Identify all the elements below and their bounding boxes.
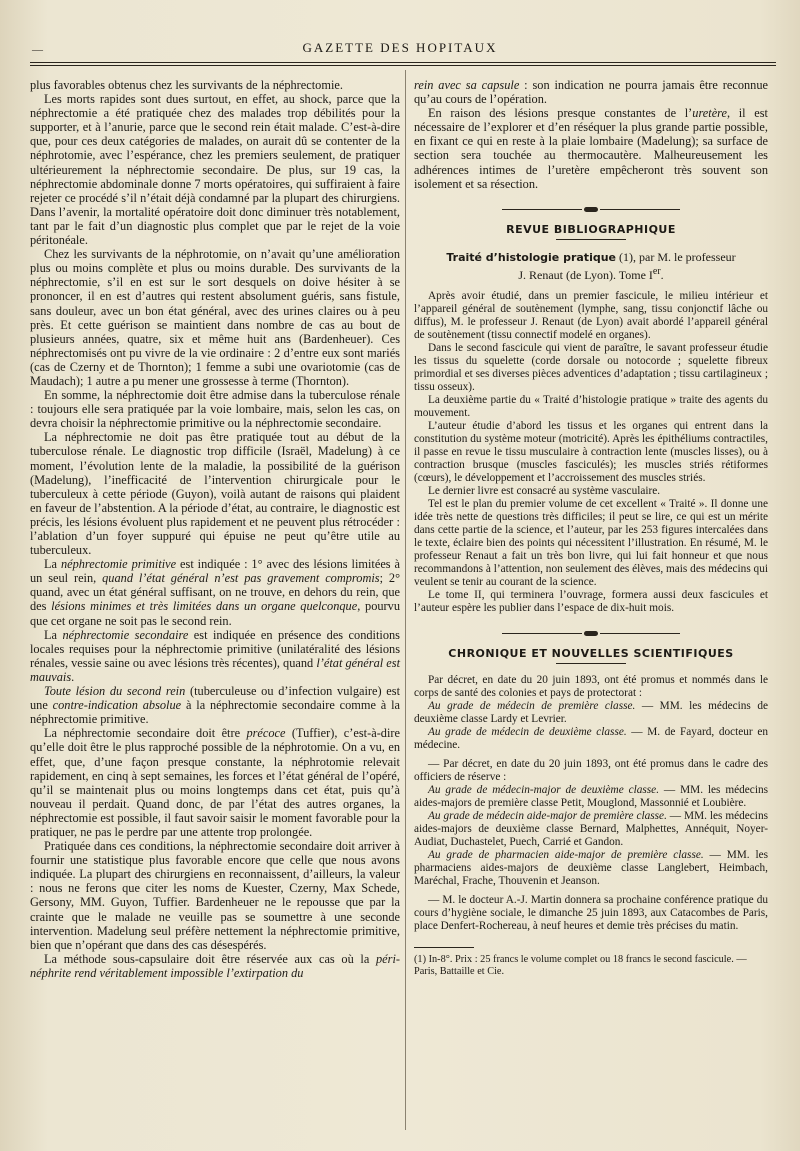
paragraph: En somme, la néphrectomie doit être admise dans la tuberculose rénale : toujours elle sera pratiquée par la voie lombaire, mais, selon les cas, on devra choisir la néphrectomie primitive ou la néphrectomie secondaire. — [30, 388, 400, 431]
section-title-chronique: CHRONIQUE ET NOUVELLES SCIENTIFIQUES — [448, 647, 734, 661]
book-title: Traité d’histologie pratique — [446, 250, 617, 264]
review-body — [414, 290, 768, 615]
footnote: (1) In-8°. Prix : 25 francs le volume complet ou 18 francs le second fascicule. — Paris, Battaille et Cie. — [414, 954, 747, 978]
footnote-rule — [414, 947, 474, 948]
paragraph: rein avec sa capsule : son indication ne pourra jamais être reconnue qu’au cours de l’opération. — [414, 78, 768, 107]
chronicle-body — [414, 674, 768, 933]
paragraph: Au grade de médecin de première classe. — MM. les médecins de deuxième classe Lardy et Levrier. — [414, 700, 768, 726]
paragraph: Au grade de médecin-major de deuxième classe. — MM. les médecins aides-majors de première classe Petit, Mouglond, Massonnié et Loubière. — [414, 784, 768, 810]
paragraph: La néphrectomie secondaire est indiquée en présence des conditions locales requises pour la néphrectomie primitive (unilatéralité des lésions rénales, vessie saine ou avec lésions très récentes), quand l’état général est mauvais. — [30, 627, 400, 684]
section-title-revue: REVUE BIBLIOGRAPHIQUE — [506, 222, 676, 236]
paragraph: Au grade de pharmacien aide-major de première classe. — MM. les pharmaciens aides-majors de deuxième classe Langlebert, Heimbach, Maréchal, Frache, Thouvenin et Jeanson. — [414, 849, 769, 888]
header-rule-thin — [30, 65, 776, 66]
paragraph: Toute lésion du second rein (tuberculeuse ou d’infection vulgaire) est une contre-indication absolue à la néphrectomie secondaire comme à la néphrectomie primitive. — [30, 684, 401, 727]
column-divider — [405, 70, 406, 1130]
paragraph: En raison des lésions presque constantes de l’uretère, il est nécessaire de l’explorer et d’en réséquer la plus grande partie possible, en fixant ce qui en reste à la plaie lombaire (Madelung); sa surface de section sera touchée au thermocautère. Malheureusement les adhérences intimes de l’uretère empêcheront très souvent son isolement et sa résection. — [414, 106, 768, 191]
left-column — [30, 78, 400, 980]
paragraph: plus favorables obtenus chez les survivants de la néphrectomie. — [30, 78, 343, 92]
paragraph: La méthode sous-capsulaire doit être réservée aux cas où la péri-néphrite rend véritablement impossible l’extirpation du — [30, 951, 400, 980]
paragraph: Pratiquée dans ces conditions, la néphrectomie secondaire doit arriver à fournir une statistique plus favorable encore que celle que nous avons indiquée. La plupart des chirurgiens en reconnaissent, d’ailleurs, la valeur : nous ne ferons que citer les noms de Kuester, Czerny, Max Schede, Gersony, MM. Guyon, Tuffier. Bardenheuer ne le repousse que par la crainte que le malade ne veuille pas se soumettre à une seconde intervention. Madelung seul préfère nettement la néphrectomie primitive, bien que n’opérant que dans des cas désespérés. — [30, 839, 400, 952]
paragraph: La néphrectomie secondaire doit être précoce (Tuffier), c’est-à-dire qu’elle doit être le plus rapproché possible de la néphrotomie. On a vu, en effet, que, d’une façon presque constante, la néphrotomie relevait rapidement, en cinq à sept semaines, les forces et l’état général de l’opéré, qu’il se maintenait plus ou moins longtemps dans cet état, puis qu’à nouveau il perdait. Quand donc, de par l’état des autres organes, la néphrectomie est possible, il faut savoir saisir le moment favorable pour la pratiquer, ne pas le perdre par une attente trop prolongée. — [30, 726, 400, 839]
paragraph: Chez les survivants de la néphrotomie, on n’avait qu’une amélioration plus ou moins complète et plus ou moins durable. Des survivants de la néphrectomie, s’il en est sur le sort desquels on doive hésiter à se prononcer, il en est d’autres qui restent absolument guéris, sans fistule, sans douleur, avec un bon état général, avec des urines claires ou à peu près. Et cette guérison se maintient dans nombre de cas au bout de plusieurs années, quatre, six et même huit ans (Bardenheuer). Ces néphrectomisés ont pu vivre de la vie ordinaire : 2 d’entre eux sont mariés (cas de Czerny et de Thornton); 1 femme a subi une ovariotomie (cas de Maudach); 1 autre a pu mener une grossesse à terme (Thornton). — [30, 247, 400, 388]
paragraph: Le dernier livre est consacré au système vasculaire. — [428, 485, 661, 498]
paragraph: — M. le docteur A.-J. Martin donnera sa prochaine conférence pratique du cours d’hygiène sociale, le dimanche 25 juin 1893, aux Catacombes de Paris, place Denfert-Rochereau, à neuf heures et demie très précises du matin. — [414, 894, 768, 933]
paragraph: Le tome II, qui terminera l’ouvrage, formera aussi deux fascicules et l’auteur espère les publier dans l’espace de dix-huit mois. — [414, 589, 768, 615]
paragraph: Par décret, en date du 20 juin 1893, ont été promus et nommés dans le corps de santé des colonies et pays de protectorat : — [414, 674, 768, 700]
paragraph: Au grade de médecin aide-major de première classe. — MM. les médecins aides-majors de deuxième classe Bernard, Malphettes, Annéquit, Noyer-Audiat, Duchastelet, Puech, Carrié et Gandon. — [414, 810, 768, 849]
paragraph: Après avoir étudié, dans un premier fascicule, le milieu intérieur et l’appareil général de soutènement (lymphe, sang, tissu conjonctif lâche ou diffus), M. le professeur J. Renaut (de Lyon) avait abordé l’appareil général de soutènement (tissu connectif modelé en organes). — [414, 290, 768, 342]
section-rule — [556, 663, 626, 664]
running-head: GAZETTE DES HOPITAUX — [302, 40, 498, 55]
paragraph: Au grade de médecin de deuxième classe. — M. de Fayard, docteur en médecine. — [414, 726, 768, 752]
paragraph: — Par décret, en date du 20 juin 1893, ont été promus dans le cadre des officiers de réserve : — [414, 758, 768, 784]
paragraph: L’auteur étudie d’abord les tissus et les organes qui entrent dans la constitution du système moteur (motricité). Après les épithéliums contractiles, il passe en revue le tissu musculaire à contraction lente (muscles lisses), ou à contraction brusque (muscles fasciculés); les muscles striés rétiformes (cœurs), le développement et l’accroissement des muscles striés. — [414, 420, 768, 485]
paragraph: Dans le second fascicule qui vient de paraître, le savant professeur étudie les tissus du squelette (corde dorsale ou notocorde ; squelette fibreux primordial et ses diverses pièces adventices d’adaptation ; tissu cartilagineux ; tissu osseux). — [414, 342, 768, 394]
paragraph: Les morts rapides sont dues surtout, en effet, au shock, parce que la néphrectomie a été pratiquée chez des malades trop débilités pour la supporter, et à l’anurie, parce que le second rein était malade. C’est-à-dire que, pour ces deux catégories de malades, on aurait dû se contenter de la néphrotomie, avec l’espérance, chez les premiers seulement, de pratiquer ultérieurement la néphrectomie secondaire. De plus, sur 19 cas, la néphrectomie abdominale donne 7 morts opératoires, qui suffiraient à faire rejeter ce procédé s’il n’était déjà condamné par la plupart des chirurgiens. Dans l’avenir, la mortalité opératoire doit donc diminuer très notablement, tant par le fait d’un diagnostic plus complet que par le rejet de la voie péritonéale. — [30, 92, 400, 248]
ornament-divider — [414, 203, 768, 217]
paragraph: La néphrectomie ne doit pas être pratiquée tout au début de la tuberculose rénale. Le diagnostic trop difficile (Israël, Madelung) à ce moment, l’évolution lente de la maladie, la possibilité de la guérison (Madelung), l’inefficacité de l’intervention chirurgicale pour le tuberculeux à cette période (Guyon), voilà autant de raisons qui plaident en faveur de l’abstention. A la période d’état, au contraire, le diagnostic est précis, les lésions évoluent plus rapidement et ne peuvent plus rétrocéder : l’ablation d’un foyer suppuré qui épuise ne peut qu’être utile au tuberculeux. — [30, 430, 400, 558]
right-column — [414, 78, 768, 978]
paragraph: La deuxième partie du « Traité d’histologie pratique » traite des agents du mouvement. — [414, 394, 768, 420]
ornament-divider — [414, 627, 768, 641]
page-folio: — — [32, 44, 44, 56]
book-citation: Traité d’histologie pratique (1), par M. le professeur J. Renaut (de Lyon). Tome Ier. — [446, 249, 736, 283]
section-rule — [556, 239, 626, 240]
paragraph: Tel est le plan du premier volume de cet excellent « Traité ». Il donne une idée très nette de questions très difficiles; il peut se lire, ce qui est un mérite dans cette partie de la science, et l’auteur, par les 253 figures intercalées dans le texte, éclaire bien des points qui nécessitent l’illustration. En résumé, M. le professeur Renaut a fait un très bon livre, qui lui fait honneur et que nous recommandons à l’attention, non seulement des élèves, mais des médecins qui veulent se tenir au courant de la science. — [414, 498, 768, 589]
paragraph: La néphrectomie primitive est indiquée : 1° avec des lésions limitées à un seul rein, quand l’état général n’est pas gravement compromis; 2° quand, avec un état général suffisant, on ne trouve, en dehors du rein, que des lésions minimes et très limitées dans un organe quelconque, pourvu que cet organe ne soit pas le second rein. — [30, 557, 401, 628]
header-rule — [30, 62, 776, 63]
